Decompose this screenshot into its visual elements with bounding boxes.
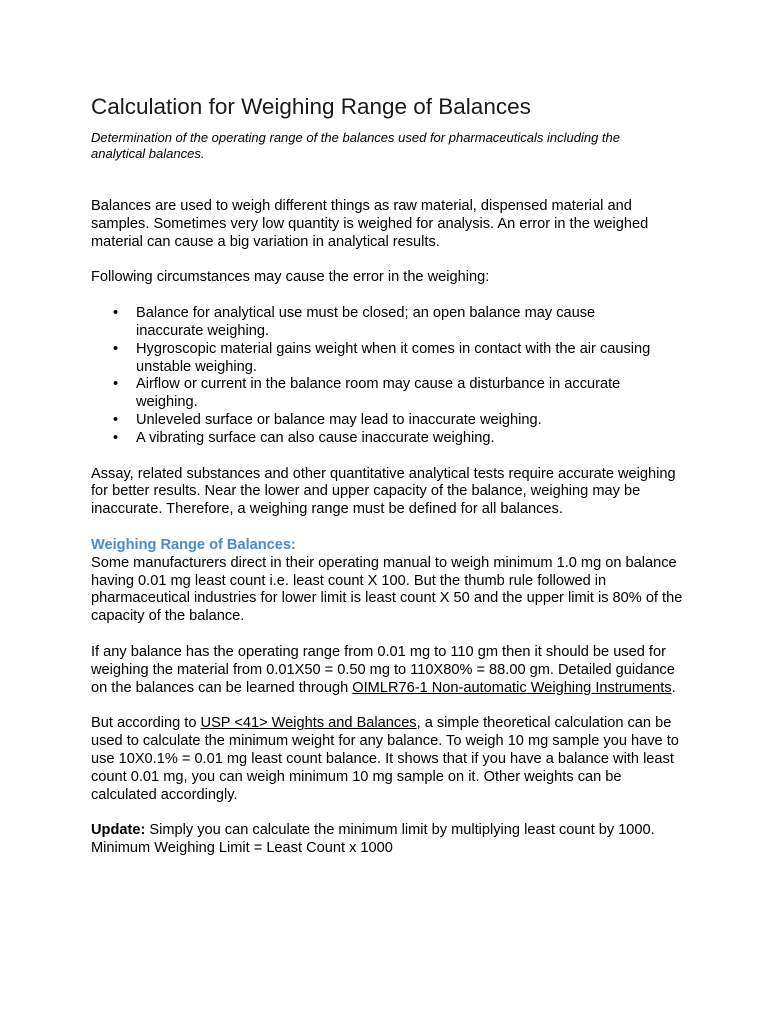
paragraph-text: . [671,679,676,696]
document-page [91,92,691,858]
list-item: • Airflow or current in the balance room may cause a disturbance in accurate weighing. [136,376,656,412]
circumstances-intro: Following circumstances may cause the error in the weighing: [91,269,490,286]
page-subtitle: Determination of the operating range of the balances used for pharmaceuticals including the analytical balances. [91,130,620,161]
section-heading: Weighing Range of Balances: [91,536,296,553]
formula-text: Minimum Weighing Limit = Least Count x 1000 [91,840,393,857]
manufacturers-paragraph: Some manufacturers direct in their operating manual to weigh minimum 1.0 mg on balance having 0.01 mg least count i.e. least count X 100. But the thumb rule followed in pharmaceutical industries for lower limit is least count X 50 and the upper limit is 80% of the capacity of the balance. [91,554,683,625]
oiml-link[interactable]: OIMLR76-1 Non-automatic Weighing Instruments [352,679,672,696]
intro-paragraph: Balances are used to weigh different things as raw material, dispensed material and samples. Sometimes very low quantity is weighed for analysis. An error in the weighed material can cause a big variation in analytical results. [91,198,649,250]
usp-link[interactable]: USP <41> Weights and Balances [200,715,417,732]
list-item: • Balance for analytical use must be closed; an open balance may cause inaccurate weighing. [136,305,656,341]
list-item: • Unleveled surface or balance may lead to inaccurate weighing. [136,412,656,430]
operating-range-paragraph [91,644,691,697]
paragraph-text: , a simple theoretical calculation can be used to calculate the minimum weight for any balance. To weigh 10 mg sample you have to use 10X0.1% = 0.01 mg least count balance. It shows that if you have a balance with least count 0.01 mg, you can weigh minimum 10 mg sample on it. Other weights can be calculated accordingly. [91,715,679,803]
update-text: Simply you can calculate the minimum limit by multiplying least count by 1000. [145,822,655,839]
usp-paragraph [91,715,691,804]
error-causes-list [91,305,691,447]
update-paragraph [91,822,691,858]
list-item: • A vibrating surface can also cause inaccurate weighing. [136,430,656,448]
paragraph-text: If any balance has the operating range from 0.01 mg to 110 gm then it should be used for weighing the material from 0.01X50 = 0.50 mg to 110X80% = 88.00 gm. Detailed guidance on the balances can be learned through [91,643,675,696]
assay-paragraph: Assay, related substances and other quantitative analytical tests require accurate weighing for better results. Near the lower and upper capacity of the balance, weighing may be inaccurate. Therefore, a weighing range must be defined for all balances. [91,465,676,518]
page-title: Calculation for Weighing Range of Balances [91,94,531,119]
update-label: Update: [91,822,146,839]
list-item: • Hygroscopic material gains weight when it comes in contact with the air causing unstable weighing. [136,341,656,377]
paragraph-text: But according to [91,715,201,732]
